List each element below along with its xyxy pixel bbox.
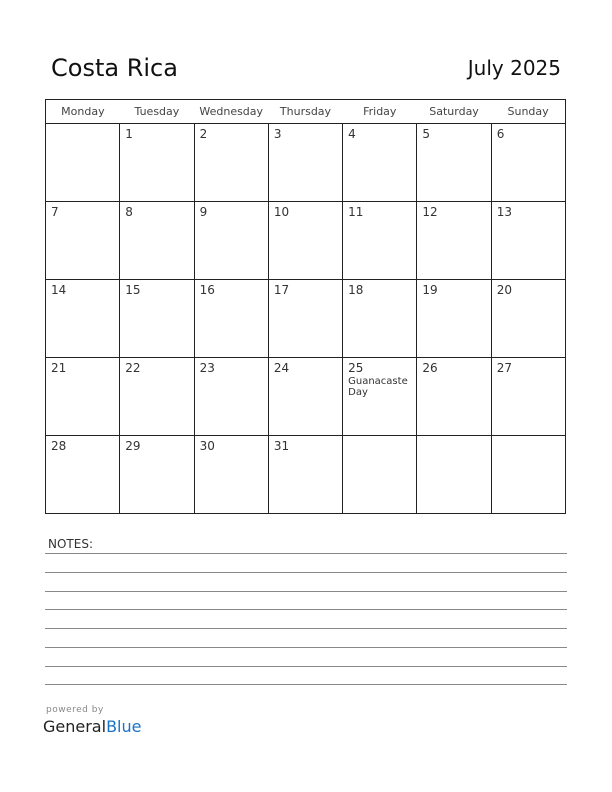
day-number: 18	[348, 283, 364, 297]
day-cell	[46, 436, 120, 514]
day-cell	[417, 124, 491, 202]
day-number: 6	[496, 127, 505, 141]
day-number: 15	[125, 283, 141, 297]
day-number: 5	[422, 127, 431, 141]
notes-line	[45, 591, 567, 592]
day-number: 22	[125, 361, 141, 375]
day-cell	[343, 124, 417, 202]
day-cell	[491, 436, 565, 514]
day-cell	[491, 202, 565, 280]
day-cell	[268, 280, 342, 358]
day-number: 31	[273, 439, 290, 453]
day-number: 1	[125, 127, 133, 141]
day-cell	[417, 202, 491, 280]
day-number: 9	[199, 205, 208, 219]
day-number: 11	[348, 205, 364, 219]
weekday-header: Wednesday	[194, 100, 268, 124]
day-number: 16	[199, 283, 215, 297]
day-number: 27	[496, 361, 512, 375]
day-cell	[417, 358, 491, 436]
day-cell	[417, 280, 491, 358]
day-cell	[120, 436, 194, 514]
logo-blue-text: Blue	[106, 717, 142, 736]
day-cell	[491, 280, 565, 358]
day-cell	[120, 358, 194, 436]
day-number: 13	[496, 205, 512, 219]
logo-general-text: General	[43, 717, 107, 736]
day-number: 17	[273, 283, 290, 297]
day-number: 26	[422, 361, 438, 375]
week-row	[46, 280, 566, 358]
generalblue-logo	[43, 717, 141, 736]
holiday-label: Guanacaste Day	[348, 376, 408, 398]
day-cell	[343, 436, 417, 514]
day-number: 3	[273, 127, 282, 141]
weekday-header: Friday	[343, 100, 417, 124]
notes-line	[45, 553, 567, 554]
weekday-header: Sunday	[491, 100, 565, 124]
day-cell	[343, 358, 417, 436]
day-cell	[417, 436, 491, 514]
day-cell	[194, 280, 268, 358]
day-number: 20	[496, 283, 512, 297]
day-cell	[120, 280, 194, 358]
day-cell	[268, 358, 342, 436]
day-cell	[268, 124, 342, 202]
weekday-header: Thursday	[268, 100, 342, 124]
day-number: 7	[51, 205, 59, 219]
day-number: 29	[125, 439, 141, 453]
day-number: 25	[348, 361, 364, 375]
day-cell	[343, 280, 417, 358]
day-cell	[46, 124, 120, 202]
day-cell	[46, 280, 120, 358]
day-cell	[120, 202, 194, 280]
weekday-header: Tuesday	[120, 100, 194, 124]
calendar-grid	[45, 99, 566, 514]
powered-by-text: powered by	[46, 705, 104, 715]
week-row	[46, 124, 566, 202]
day-cell	[46, 202, 120, 280]
day-cell	[46, 358, 120, 436]
day-cell	[268, 202, 342, 280]
week-row	[46, 358, 566, 436]
notes-line	[45, 609, 567, 610]
notes-line	[45, 684, 567, 685]
day-number: 8	[125, 205, 133, 219]
day-cell	[194, 124, 268, 202]
notes-label: NOTES:	[48, 537, 93, 551]
day-number: 19	[422, 283, 438, 297]
day-cell	[194, 202, 268, 280]
day-number: 2	[199, 127, 208, 141]
day-cell	[491, 358, 565, 436]
day-number: 30	[199, 439, 215, 453]
day-number: 28	[51, 439, 67, 453]
day-cell	[120, 124, 194, 202]
day-number: 23	[199, 361, 215, 375]
calendar-country-title: Costa Rica	[51, 54, 178, 82]
notes-line	[45, 666, 567, 667]
day-number: 21	[51, 361, 67, 375]
weekday-header-row	[46, 100, 566, 124]
day-number: 24	[273, 361, 290, 375]
day-number: 14	[51, 283, 67, 297]
week-row	[46, 436, 566, 514]
notes-line	[45, 572, 567, 573]
day-cell	[343, 202, 417, 280]
notes-line	[45, 628, 567, 629]
day-number: 10	[273, 205, 290, 219]
week-row	[46, 202, 566, 280]
day-cell	[491, 124, 565, 202]
weekday-header: Saturday	[417, 100, 491, 124]
day-cell	[268, 436, 342, 514]
calendar-month-title: July 2025	[467, 56, 561, 80]
day-number: 12	[422, 205, 438, 219]
day-cell	[194, 358, 268, 436]
day-number: 4	[348, 127, 356, 141]
notes-line	[45, 647, 567, 648]
day-cell	[194, 436, 268, 514]
weekday-header: Monday	[46, 100, 120, 124]
